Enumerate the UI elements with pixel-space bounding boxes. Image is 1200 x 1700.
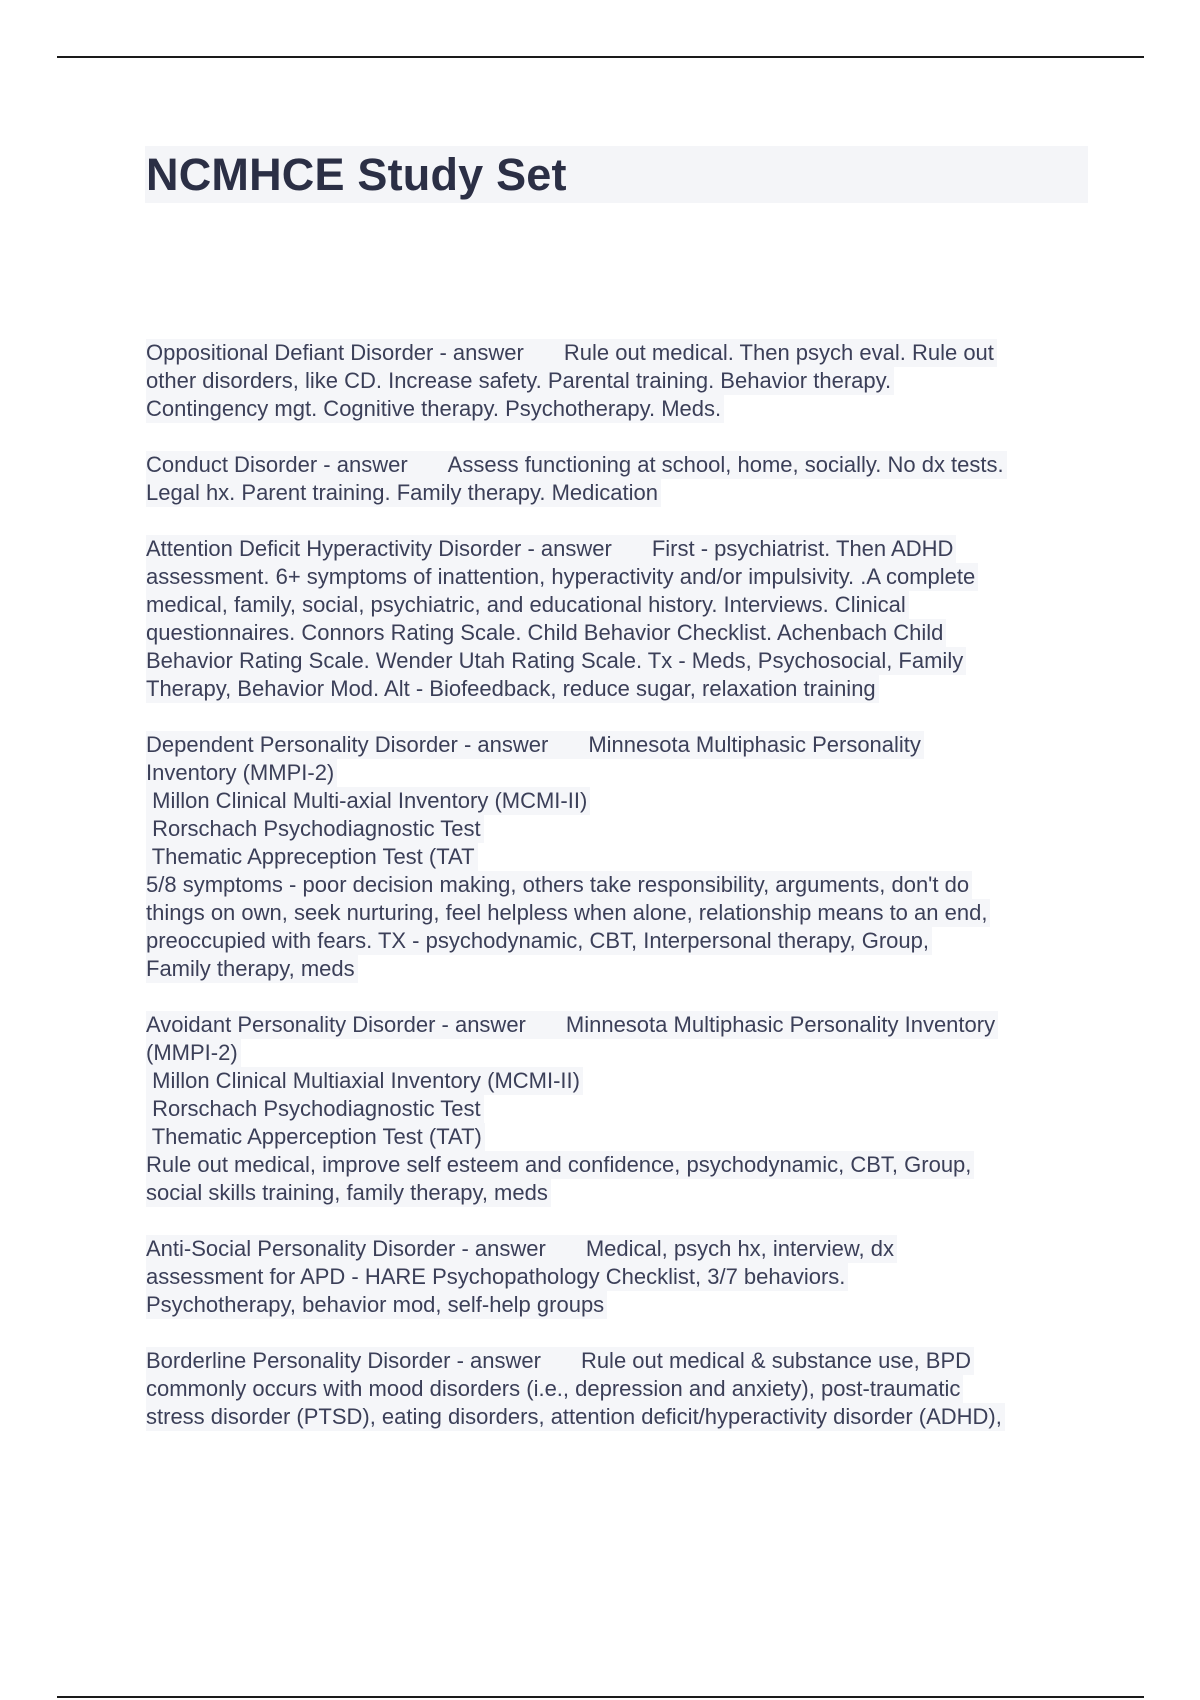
flashcard-first-line [146,1235,897,1263]
flashcard-term: Borderline Personality Disorder - answer [146,1348,541,1373]
flashcard-definition-line: medical, family, social, psychiatric, and educational history. Interviews. Clinical [146,591,909,619]
flashcard-term: Anti-Social Personality Disorder - answer [146,1236,546,1261]
flashcard-first-line [146,1347,974,1375]
flashcard [146,731,1096,983]
flashcard-definition-line: Rorschach Psychodiagnostic Test [146,1095,484,1123]
flashcard-first-line [146,535,956,563]
flashcard-term: Dependent Personality Disorder - answer [146,732,549,757]
flashcard-definition-line: Assess functioning at school, home, socially. No dx tests. [447,452,1004,477]
flashcard-definition-line: stress disorder (PTSD), eating disorders, attention deficit/hyperactivity disorder (ADHD), [146,1403,1005,1431]
flashcard-definition-line: First - psychiatrist. Then ADHD [651,536,954,561]
flashcard [146,339,1096,423]
flashcard-definition-line: preoccupied with fears. TX - psychodynamic, CBT, Interpersonal therapy, Group, [146,927,932,955]
flashcard-first-line [146,731,924,759]
flashcard-definition-line: assessment. 6+ symptoms of inattention, hyperactivity and/or impulsivity. .A complete [146,563,978,591]
flashcard-list [146,339,1096,1459]
flashcard-definition-line: Millon Clinical Multi-axial Inventory (MCMI-II) [146,787,590,815]
page-title: NCMHCE Study Set [146,149,567,200]
flashcard-definition-line: Behavior Rating Scale. Wender Utah Rating Scale. Tx - Meds, Psychosocial, Family [146,647,966,675]
flashcard-definition-line: Psychotherapy, behavior mod, self-help groups [146,1291,607,1319]
flashcard-definition-line: Minnesota Multiphasic Personality [588,732,921,757]
header-rule [57,56,1144,58]
flashcard-definition-line: assessment for APD - HARE Psychopathology Checklist, 3/7 behaviors. [146,1263,848,1291]
flashcard-definition-line: 5/8 symptoms - poor decision making, others take responsibility, arguments, don't do [146,871,972,899]
flashcard-term: Attention Deficit Hyperactivity Disorder - answer [146,536,612,561]
flashcard [146,535,1096,703]
flashcard-definition-line: Contingency mgt. Cognitive therapy. Psychotherapy. Meds. [146,395,724,423]
flashcard-definition-line: Medical, psych hx, interview, dx [585,1236,894,1261]
flashcard-definition-line: commonly occurs with mood disorders (i.e., depression and anxiety), post-traumatic [146,1375,963,1403]
flashcard-definition-line: Legal hx. Parent training. Family therapy. Medication [146,479,661,507]
flashcard-definition-line: Thematic Apperception Test (TAT) [146,1123,485,1151]
flashcard-term: Oppositional Defiant Disorder - answer [146,340,524,365]
footer-rule [57,1696,1144,1698]
flashcard [146,1011,1096,1207]
flashcard-definition-line: Therapy, Behavior Mod. Alt - Biofeedback, reduce sugar, relaxation training [146,675,879,703]
flashcard-definition-line: Rorschach Psychodiagnostic Test [146,815,484,843]
flashcard-definition-line: Millon Clinical Multiaxial Inventory (MCMI-II) [146,1067,583,1095]
flashcard-first-line [146,451,1007,479]
flashcard-definition-line: Rule out medical. Then psych eval. Rule out [563,340,994,365]
flashcard-definition-line: Rule out medical, improve self esteem and confidence, psychodynamic, CBT, Group, [146,1151,974,1179]
flashcard-definition-line: other disorders, like CD. Increase safety. Parental training. Behavior therapy. [146,367,894,395]
flashcard-term: Conduct Disorder - answer [146,452,408,477]
flashcard-first-line [146,339,997,367]
flashcard-definition-line: Minnesota Multiphasic Personality Inventory [565,1012,996,1037]
flashcard-definition-line: Family therapy, meds [146,955,358,983]
flashcard [146,1235,1096,1319]
flashcard-definition-line: social skills training, family therapy, meds [146,1179,551,1207]
flashcard-definition-line: (MMPI-2) [146,1039,241,1067]
flashcard [146,451,1096,507]
flashcard-definition-line: Inventory (MMPI-2) [146,759,337,787]
flashcard-definition-line: Rule out medical & substance use, BPD [580,1348,972,1373]
flashcard-definition-line: things on own, seek nurturing, feel helpless when alone, relationship means to an end, [146,899,990,927]
flashcard-definition-line: Thematic Appreception Test (TAT [146,843,478,871]
flashcard-definition-line: questionnaires. Connors Rating Scale. Child Behavior Checklist. Achenbach Child [146,619,946,647]
flashcard [146,1347,1096,1431]
flashcard-term: Avoidant Personality Disorder - answer [146,1012,526,1037]
flashcard-first-line [146,1011,998,1039]
